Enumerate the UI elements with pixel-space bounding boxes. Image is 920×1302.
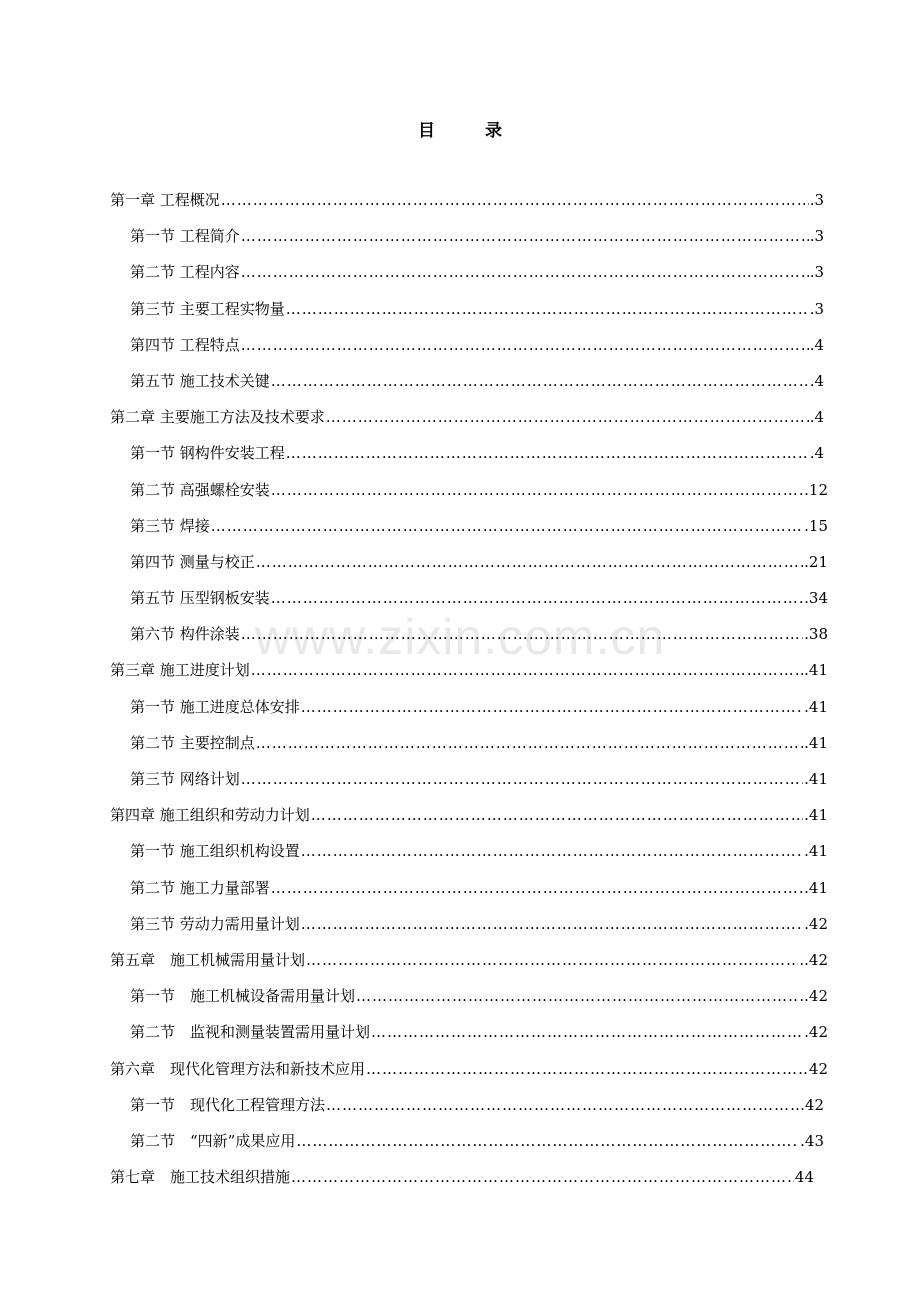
toc-entry-label: 第二节 主要控制点 [130, 733, 255, 752]
toc-dot-leader [271, 367, 809, 395]
toc-dot-leader [301, 837, 803, 865]
toc-page-number: ..42 [799, 987, 828, 1006]
toc-section-entry[interactable] [0, 693, 920, 729]
toc-entry-label: 第五节 施工技术关键 [130, 371, 270, 390]
toc-dot-leader [221, 186, 809, 214]
toc-dot-leader [286, 439, 809, 467]
toc-page-number: .41 [804, 733, 828, 752]
toc-entry-label: 第一节 施工机械设备需用量计划 [130, 987, 356, 1006]
toc-dot-leader [306, 946, 798, 974]
toc-chapter-entry[interactable] [0, 656, 920, 692]
toc-dot-leader [326, 1091, 799, 1119]
toc-entry-label: 第二节 高强螺栓安装 [130, 480, 270, 499]
toc-dot-leader [241, 765, 803, 793]
toc-entry-label: 第一节 工程简介 [130, 227, 240, 246]
toc-entry-label: 第二节 “四新”成果应用 [130, 1131, 296, 1150]
toc-page-number: .41 [804, 661, 828, 680]
toc-section-entry[interactable] [0, 1091, 920, 1127]
toc-entry-label: 第六节 构件涂装 [130, 625, 240, 644]
toc-page-number: .42 [800, 1095, 824, 1114]
toc-section-entry[interactable] [0, 367, 920, 403]
toc-chapter-entry[interactable] [0, 801, 920, 837]
toc-dot-leader [356, 982, 798, 1010]
toc-entry-label: 第一章 工程概况 [110, 191, 220, 209]
toc-entry-label: 第三节 网络计划 [130, 770, 240, 788]
toc-page-number: 44 [794, 1168, 814, 1187]
toc-page-number: .3 [809, 191, 824, 209]
toc-entry-label: 第三节 主要工程实物量 [130, 299, 285, 318]
toc-entry-label: 第二节 监视和测量装置需用量计划 [130, 1023, 371, 1042]
toc-page-number: .4 [809, 335, 824, 354]
toc-page-number: .41 [804, 806, 828, 825]
toc-entry-label: 第四节 测量与校正 [130, 552, 255, 571]
toc-page-number: .3 [809, 263, 824, 282]
toc-entry-label: 第一节 钢构件安装工程 [130, 444, 285, 463]
toc-dot-leader [256, 729, 803, 757]
toc-dot-leader [241, 222, 809, 250]
toc-page-number: .43 [800, 1131, 824, 1150]
toc-dot-leader [366, 1055, 808, 1083]
toc-page-number: .41 [804, 697, 828, 716]
toc-entry-label: 第二节 施工力量部署 [130, 878, 270, 897]
toc-page-number: 42 [808, 1059, 828, 1078]
toc-dot-leader [241, 620, 803, 648]
toc-section-entry[interactable] [0, 874, 920, 910]
toc-page-number: .12 [804, 480, 828, 499]
toc-section-entry[interactable] [0, 1018, 920, 1054]
toc-entry-label: 第六章 现代化管理方法和新技术应用 [110, 1059, 366, 1078]
table-of-contents [0, 186, 920, 1199]
toc-section-entry[interactable] [0, 620, 920, 656]
toc-section-entry[interactable] [0, 982, 920, 1018]
toc-chapter-entry[interactable] [0, 946, 920, 982]
toc-page-number: .4 [809, 408, 824, 427]
toc-page-number: .21 [804, 552, 828, 571]
toc-dot-leader [301, 910, 803, 938]
toc-page-number: .38 [804, 625, 828, 644]
toc-page-number: .15 [804, 516, 828, 535]
toc-dot-leader [301, 693, 803, 721]
toc-entry-label: 第七章 施工技术组织措施 [110, 1168, 291, 1187]
watermark: www.zixin.com.cn [254, 609, 666, 665]
toc-section-entry[interactable] [0, 258, 920, 294]
toc-dot-leader [251, 656, 803, 684]
toc-section-entry[interactable] [0, 837, 920, 873]
toc-page-number: .3 [809, 227, 824, 246]
toc-page-number: .41 [804, 770, 828, 788]
toc-entry-label: 第三章 施工进度计划 [110, 661, 250, 680]
toc-dot-leader [371, 1018, 803, 1046]
toc-dot-leader [256, 548, 803, 576]
page-title: 目 录 [418, 121, 524, 141]
toc-entry-label: 第二章 主要施工方法及技术要求 [110, 408, 325, 427]
toc-entry-label: 第五章 施工机械需用量计划 [110, 950, 306, 969]
toc-section-entry[interactable] [0, 439, 920, 475]
toc-dot-leader [296, 1127, 799, 1155]
toc-section-entry[interactable] [0, 331, 920, 367]
toc-page-number: .4 [809, 371, 824, 390]
toc-section-entry[interactable] [0, 476, 920, 512]
toc-dot-leader [241, 331, 809, 359]
toc-section-entry[interactable] [0, 512, 920, 548]
toc-page-number: .42 [804, 914, 828, 933]
toc-dot-leader [211, 512, 803, 540]
toc-section-entry[interactable] [0, 222, 920, 258]
toc-entry-label: 第三节 焊接 [130, 516, 210, 535]
toc-section-entry[interactable] [0, 729, 920, 765]
toc-page-number: ..42 [799, 950, 828, 969]
toc-page-number: .4 [809, 444, 824, 463]
toc-dot-leader [271, 874, 803, 902]
toc-dot-leader [311, 801, 803, 829]
toc-section-entry[interactable] [0, 584, 920, 620]
toc-section-entry[interactable] [0, 295, 920, 331]
toc-section-entry[interactable] [0, 910, 920, 946]
toc-section-entry[interactable] [0, 1127, 920, 1163]
toc-dot-leader [286, 295, 809, 323]
toc-entry-label: 第四章 施工组织和劳动力计划 [110, 806, 310, 825]
toc-dot-leader [291, 1163, 794, 1191]
toc-entry-label: 第一节 现代化工程管理方法 [130, 1095, 326, 1114]
toc-page-number: .42 [804, 1023, 828, 1042]
toc-chapter-entry[interactable] [0, 1055, 920, 1091]
toc-section-entry[interactable] [0, 548, 920, 584]
toc-chapter-entry[interactable] [0, 186, 920, 222]
toc-entry-label: 第五节 压型钢板安装 [130, 589, 270, 608]
toc-entry-label: 第一节 施工进度总体安排 [130, 697, 300, 716]
toc-entry-label: 第四节 工程特点 [130, 335, 240, 354]
toc-section-entry[interactable] [0, 765, 920, 801]
toc-chapter-entry[interactable] [0, 1163, 920, 1199]
toc-page-number: .34 [804, 589, 828, 608]
toc-dot-leader [241, 258, 809, 286]
toc-entry-label: 第三节 劳动力需用量计划 [130, 914, 300, 933]
toc-dot-leader [326, 403, 809, 431]
toc-page-number: .3 [809, 299, 824, 318]
toc-dot-leader [271, 584, 803, 612]
toc-page-number: .41 [804, 842, 828, 861]
toc-dot-leader [271, 476, 803, 504]
toc-chapter-entry[interactable] [0, 403, 920, 439]
toc-page-number: .41 [804, 878, 828, 897]
toc-entry-label: 第二节 工程内容 [130, 263, 240, 282]
toc-entry-label: 第一节 施工组织机构设置 [130, 842, 300, 861]
